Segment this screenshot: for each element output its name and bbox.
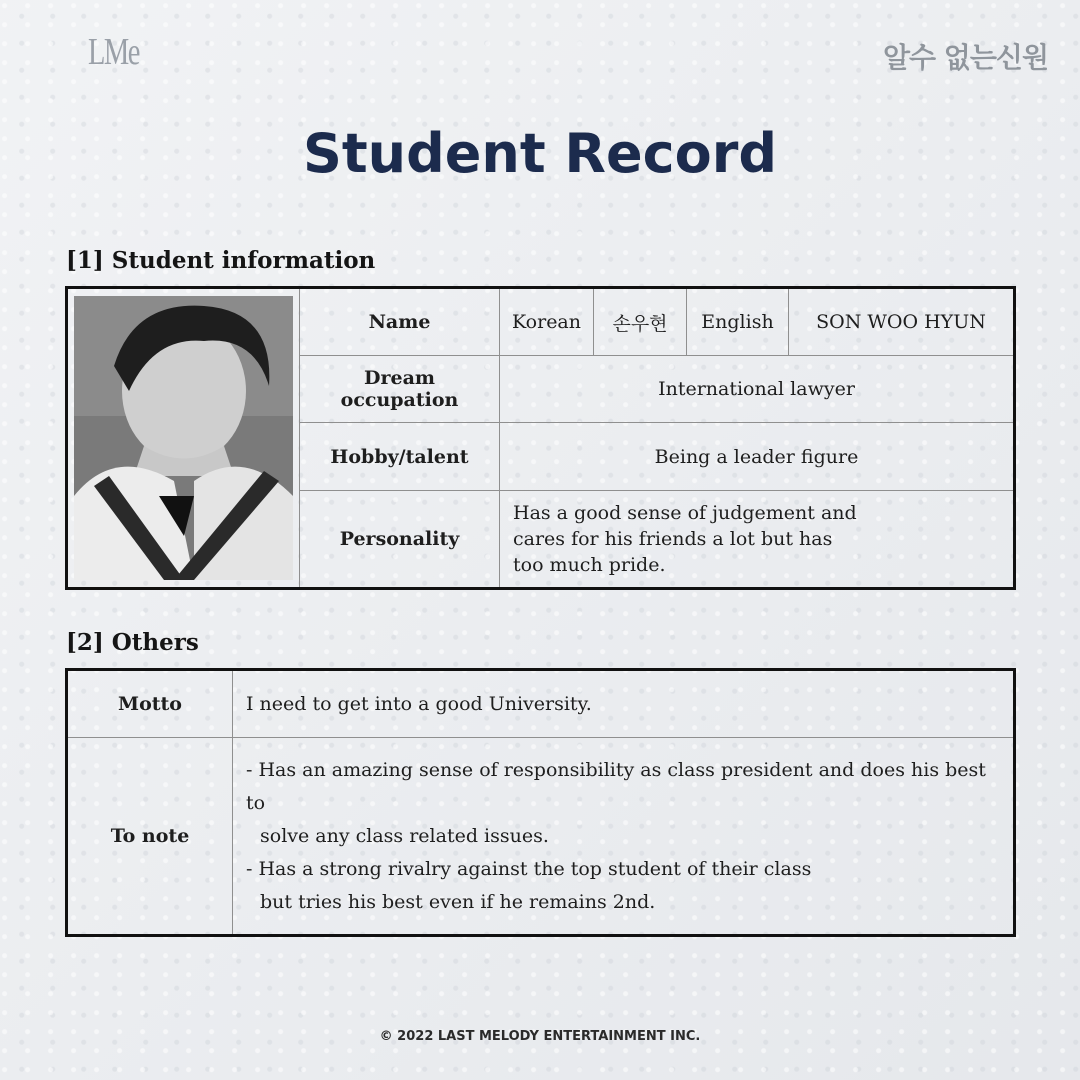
to-note-label: To note	[67, 738, 233, 936]
note-line: but tries his best even if he remains 2nd.	[260, 890, 656, 913]
name-label: Name	[300, 288, 500, 356]
dream-occupation-label: Dream occupation	[300, 356, 500, 423]
english-label: English	[687, 288, 789, 356]
page-title: Student Record	[302, 122, 778, 185]
photo-cell	[67, 288, 300, 589]
hobby-value: Being a leader figure	[500, 423, 1015, 491]
section-title-others: [2] Others	[66, 629, 199, 656]
note-line: - Has an amazing sense of responsibility as class president and does his best to	[246, 758, 986, 814]
korean-label: Korean	[500, 288, 594, 356]
motto-label: Motto	[67, 670, 233, 738]
dream-occupation-value: International lawyer	[500, 356, 1015, 423]
company-logo: LMe	[88, 31, 139, 73]
note-line: solve any class related issues.	[260, 824, 549, 847]
personality-line: Has a good sense of judgement and	[513, 502, 857, 524]
copyright-footer: © 2022 LAST MELODY ENTERTAINMENT INC.	[379, 1029, 701, 1044]
student-portrait-image	[74, 296, 293, 580]
student-info-table	[65, 286, 1016, 590]
personality-value	[500, 491, 1015, 589]
english-name-value: SON WOO HYUN	[789, 288, 1015, 356]
personality-label: Personality	[300, 491, 500, 589]
others-table	[65, 668, 1016, 937]
korean-name-value: 손우현	[594, 288, 687, 356]
section-title-student-info: [1] Student information	[66, 247, 376, 274]
hobby-label: Hobby/talent	[300, 423, 500, 491]
personality-line: too much pride.	[513, 554, 666, 576]
to-note-value	[233, 738, 1015, 936]
student-photo	[74, 296, 293, 580]
personality-line: cares for his friends a lot but has	[513, 528, 833, 550]
motto-value: I need to get into a good University.	[233, 670, 1015, 738]
show-logo: 알수 없는신원	[882, 41, 1048, 74]
note-line: - Has a strong rivalry against the top student of their class	[246, 857, 812, 880]
